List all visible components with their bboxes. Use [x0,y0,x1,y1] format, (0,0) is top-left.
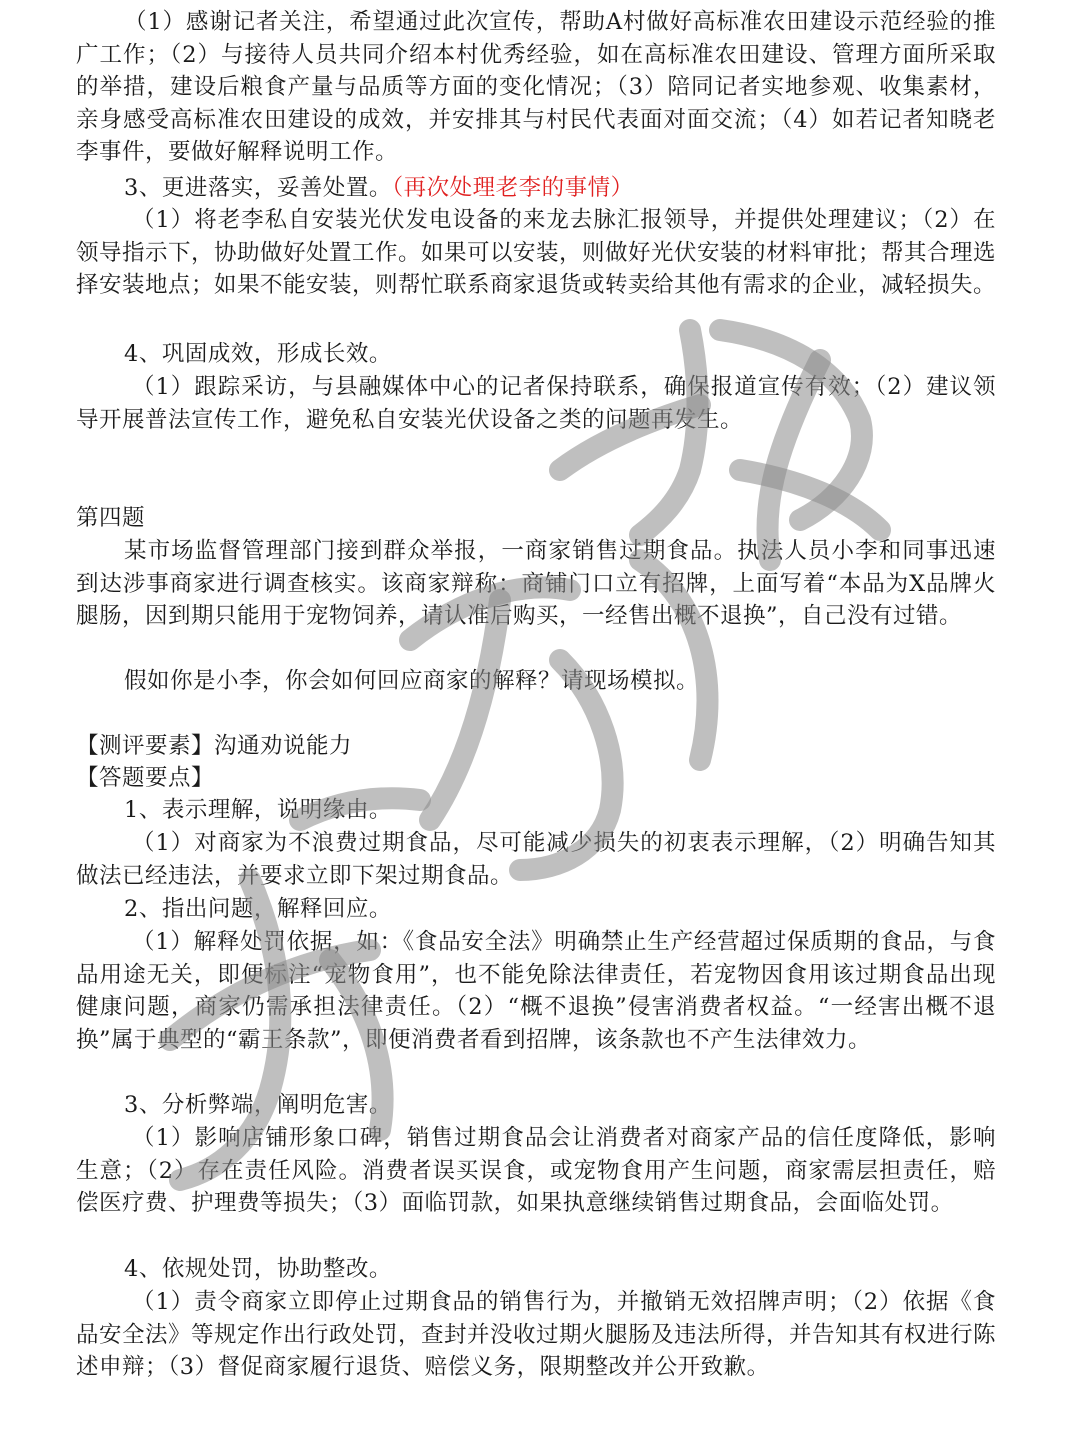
question-4-body: 某市场监督管理部门接到群众举报，一商家销售过期食品。执法人员小李和同事迅速到达涉事商家进行调查核实。该商家辩称：商铺门口立有招牌，上面写着“本品为X品牌火腿肠，因到期只能用于宠物饲养，请认准后购买，一经售出概不退换”，自己没有过错。 [76,538,996,629]
paragraph-reporter-steps: （1）感谢记者关注，希望通过此次宣传，帮助A村做好高标准农田建设示范经验的推广工作；（2）与接待人员共同介绍本村优秀经验，如在高标准农田建设、管理方面所采取的举措，建设后粮食产量与品质等方面的变化情况；（3）陪同记者实地参观、收集素材，亲身感受高标准农田建设的成效，并安排其与村民代表面对面交流；（4）如若记者知晓老李事件，要做好解释说明工作。 [76,9,996,165]
step-4-heading: 4、巩固成效，形成长效。 [124,341,392,367]
section-1-heading: 1、表示理解，说明缘由。 [124,797,392,823]
question-4-title: 第四题 [76,505,146,531]
section-3-heading: 3、分析弊端，阐明危害。 [124,1092,392,1118]
section-1-body: （1）对商家为不浪费过期食品，尽可能减少损失的初衷表示理解，（2）明确告知其做法已经违法，并要求立即下架过期食品。 [76,830,996,889]
question-4-prompt: 假如你是小李，你会如何回应商家的解释？请现场模拟。 [124,668,700,694]
section-4-heading: 4、依规处罚，协助整改。 [124,1256,392,1282]
step-3-heading [76,172,996,205]
step-3-title: 3、更进落实，妥善处置。 [124,175,392,201]
section-4-body: （1）责令商家立即停止过期食品的销售行为，并撤销无效招牌声明；（2）依据《食品安全法》等规定作出行政处罚，查封并没收过期火腿肠及违法所得，并告知其有权进行陈述申辩；（3）督促商家履行退货、赔偿义务，限期整改并公开致歉。 [76,1289,997,1380]
section-2-body: （1）解释处罚依据，如：《食品安全法》明确禁止生产经营超过保质期的食品，与食品用途无关，即便标注“宠物食用”，也不能免除法律责任，若宠物因食用该过期食品出现健康问题，商家仍需承担法律责任。（2）“概不退换”侵害消费者权益。“一经害出概不退换”属于典型的“霸王条款”，即便消费者看到招牌，该条款也不产生法律效力。 [76,929,996,1053]
step-3-red-note: （再次处理老李的事情） [391,175,634,201]
paragraph-step-4-body: （1）跟踪采访，与县融媒体中心的记者保持联系，确保报道宣传有效；（2）建议领导开展普法宣传工作，避免私自安装光伏设备之类的问题再发生。 [76,374,996,433]
paragraph-step-3-body: （1）将老李私自安装光伏发电设备的来龙去脉汇报领导，并提供处理建议；（2）在领导指示下，协助做好处置工作。如果可以安装，则做好光伏安装的材料审批；帮其合理选择安装地点；如果不能安装，则帮忙联系商家退货或转卖给其他有需求的企业，减轻损失。 [76,207,997,298]
section-2-heading: 2、指出问题，解释回应。 [124,896,392,922]
answer-points-heading: 【答题要点】 [76,765,215,791]
section-3-body: （1）影响店铺形象口碑，销售过期食品会让消费者对商家产品的信任度降低，影响生意；（2）存在责任风险。消费者误买误食，或宠物食用产生问题，商家需层担责任，赔偿医疗费、护理费等损失；（3）面临罚款，如果执意继续销售过期食品，会面临处罚。 [76,1125,996,1216]
evaluation-element: 【测评要素】沟通劝说能力 [76,733,353,759]
